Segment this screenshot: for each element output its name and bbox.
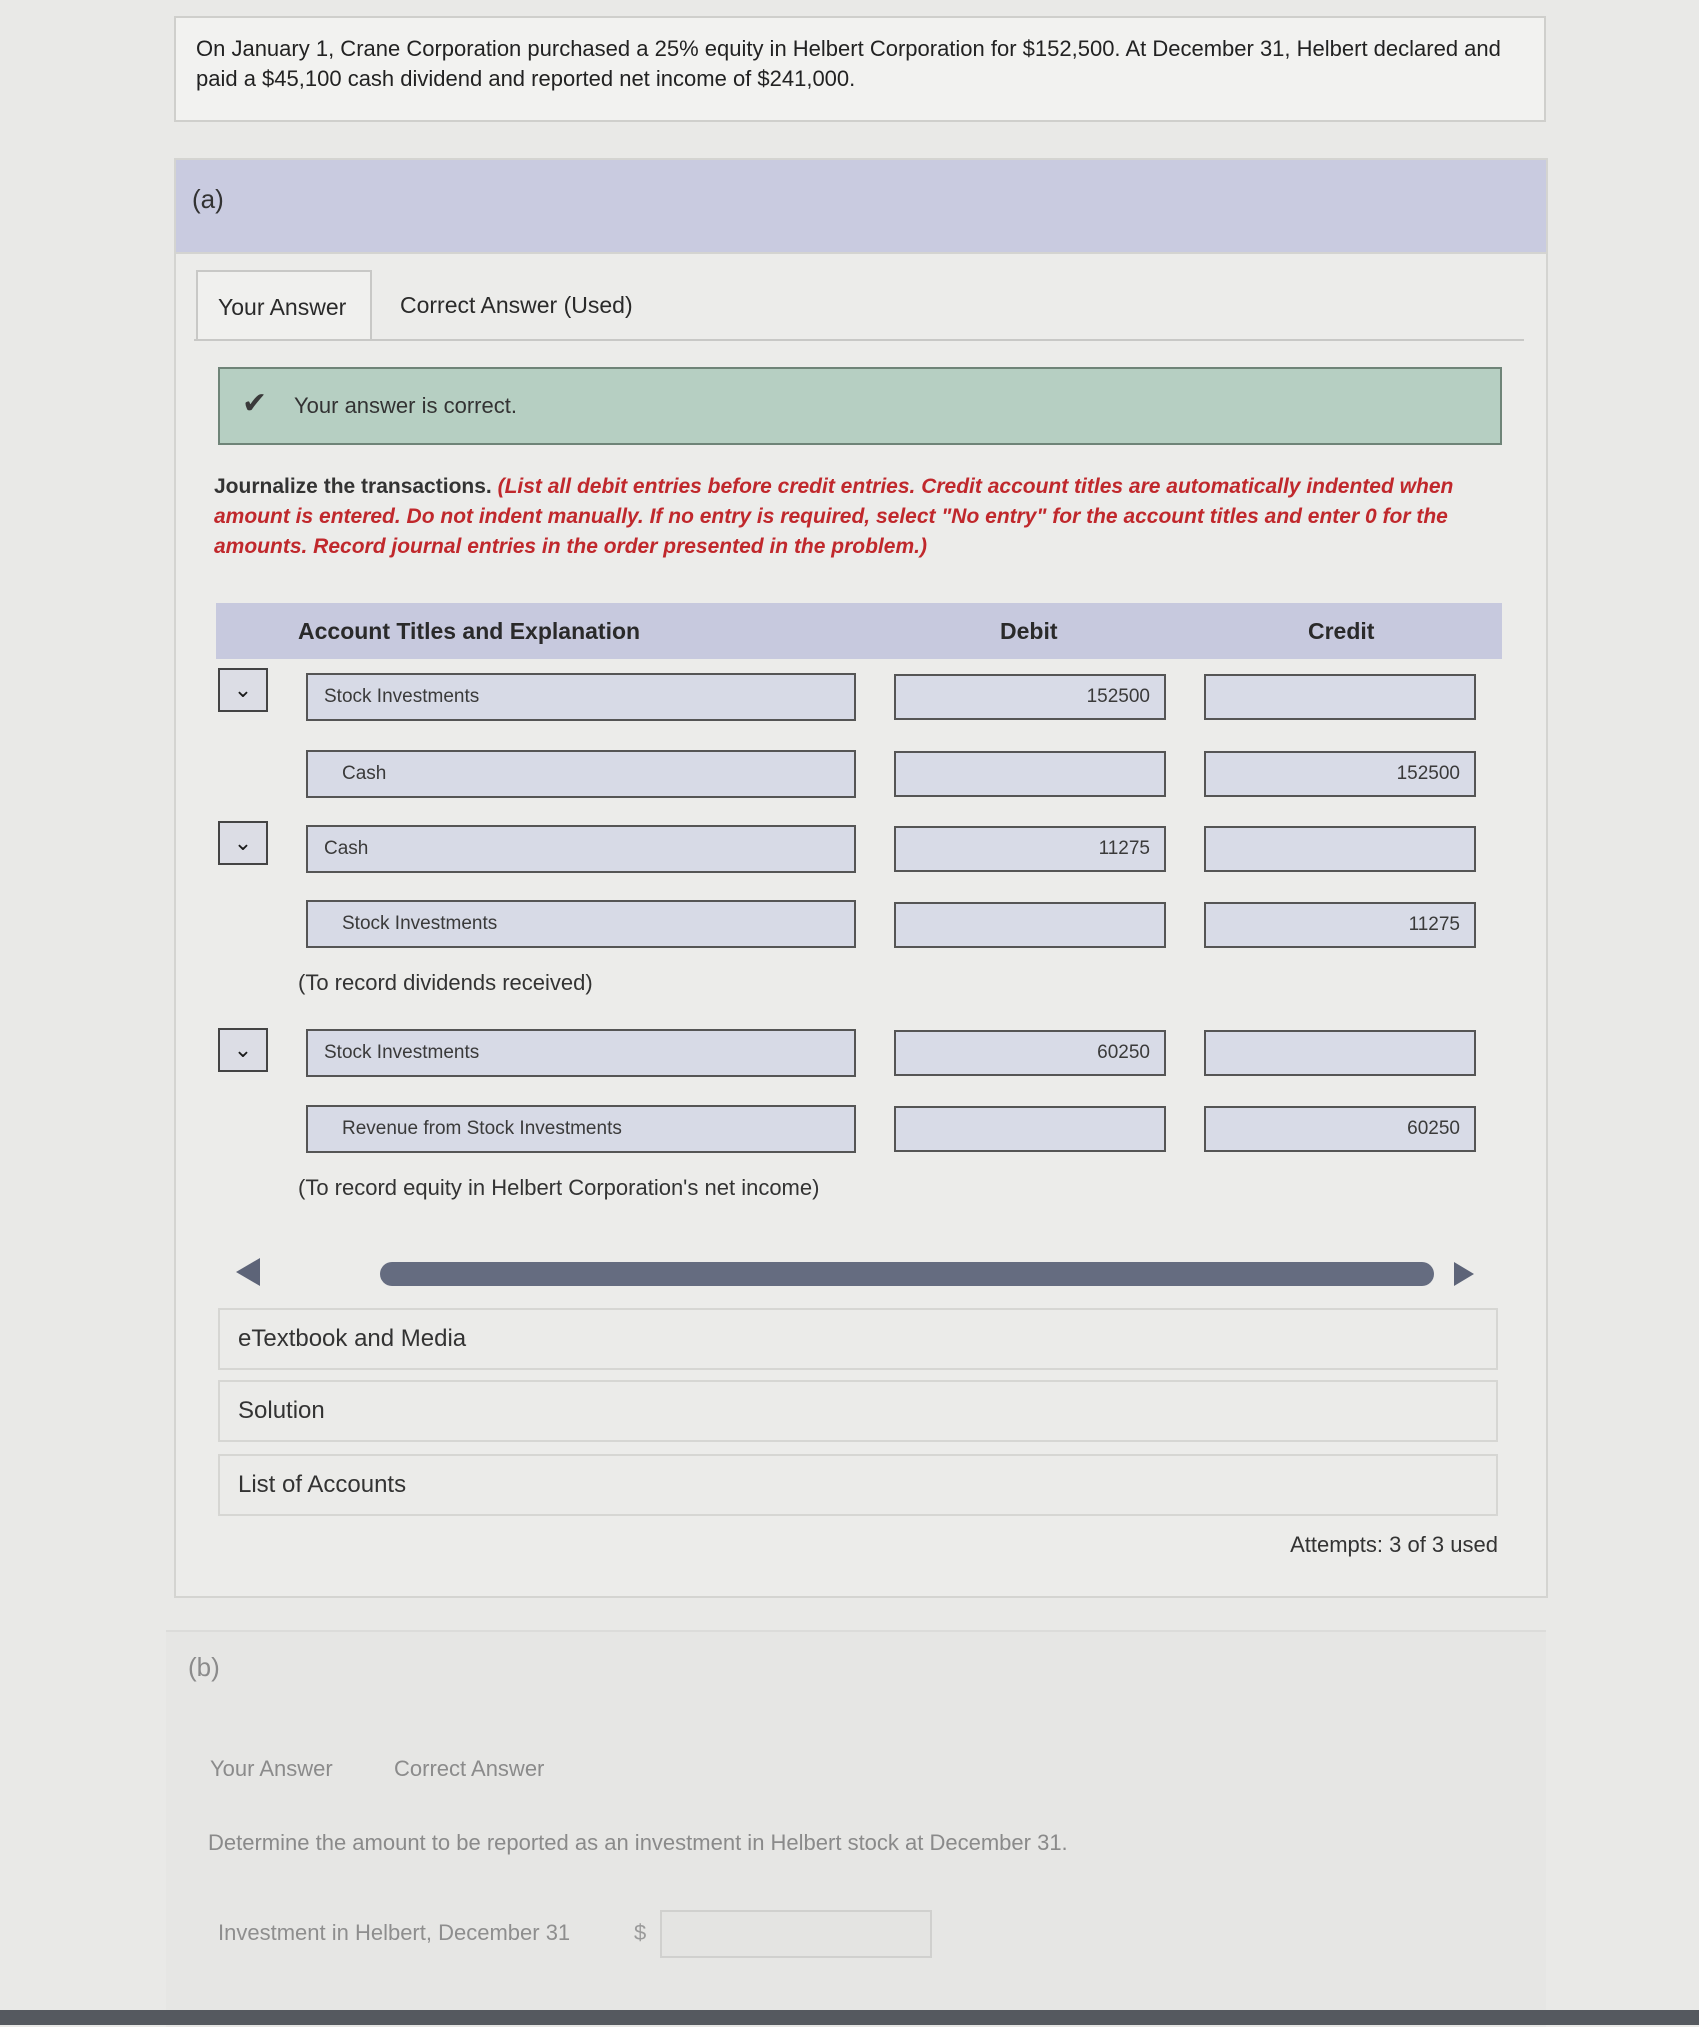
list-of-accounts-link[interactable]: List of Accounts bbox=[218, 1454, 1498, 1516]
header-debit: Debit bbox=[1000, 618, 1058, 644]
entry-row-1-account[interactable]: Stock Investments bbox=[306, 673, 856, 721]
part-b-tab-your-answer[interactable]: Your Answer bbox=[210, 1756, 333, 1781]
entry-row-2-credit[interactable]: 152500 bbox=[1204, 751, 1476, 797]
entry-row-1-credit[interactable] bbox=[1204, 674, 1476, 720]
entry-row-2-debit[interactable] bbox=[894, 751, 1166, 797]
scroll-left-arrow-icon[interactable] bbox=[236, 1258, 260, 1286]
etextbook-media-link[interactable]: eTextbook and Media bbox=[218, 1308, 1498, 1370]
entry-2-dropdown[interactable] bbox=[218, 821, 268, 865]
entry-row-3-debit[interactable]: 11275 bbox=[894, 826, 1166, 872]
entry-row-5-account[interactable]: Stock Investments bbox=[306, 1029, 856, 1077]
tab-correct-answer[interactable]: Correct Answer (Used) bbox=[400, 292, 633, 318]
entry-1-dropdown[interactable] bbox=[218, 668, 268, 712]
entry-row-3-credit[interactable] bbox=[1204, 826, 1476, 872]
currency-symbol: $ bbox=[634, 1920, 647, 1945]
screen-bottom-edge bbox=[0, 2010, 1699, 2025]
part-b-question: Determine the amount to be reported as an investment in Helbert stock at December 31. bbox=[208, 1830, 1068, 1855]
entry-row-1-debit[interactable]: 152500 bbox=[894, 674, 1166, 720]
entry-row-6-credit[interactable]: 60250 bbox=[1204, 1106, 1476, 1152]
horizontal-scrollbar[interactable] bbox=[380, 1262, 1434, 1286]
tab-your-answer[interactable]: Your Answer bbox=[196, 270, 372, 340]
solution-link[interactable]: Solution bbox=[218, 1380, 1498, 1442]
part-b-label: (b) bbox=[188, 1652, 220, 1682]
part-b-tab-correct-answer[interactable]: Correct Answer bbox=[394, 1756, 545, 1781]
entry-row-6-account[interactable]: Revenue from Stock Investments bbox=[306, 1105, 856, 1153]
entry-row-5-debit[interactable]: 60250 bbox=[894, 1030, 1166, 1076]
chevron-down-icon: ⌄ bbox=[233, 1037, 253, 1062]
problem-statement: On January 1, Crane Corporation purchased a 25% equity in Helbert Corporation for $152,500. At December 31, Helbert declared and paid a $45,100 cash dividend and reported net income of $241,000. bbox=[174, 16, 1546, 122]
entry-row-2-account[interactable]: Cash bbox=[306, 750, 856, 798]
entry-row-4-debit[interactable] bbox=[894, 902, 1166, 948]
checkmark-icon: ✔ bbox=[242, 387, 268, 420]
scroll-right-arrow-icon[interactable] bbox=[1454, 1262, 1474, 1286]
tabs-divider bbox=[194, 339, 1524, 341]
correct-answer-banner bbox=[218, 367, 1502, 445]
entry-row-6-debit[interactable] bbox=[894, 1106, 1166, 1152]
instructions-lead: Journalize the transactions. bbox=[214, 475, 492, 498]
investment-field-label: Investment in Helbert, December 31 bbox=[218, 1920, 571, 1945]
instructions-note: (List all debit entries before credit entries. Credit account titles are automatically indented when amount is entered. Do not indent manually. If no entry is required, select "No entry" for the account titles and enter 0 for the amounts. Record journal entries in the order presented in the problem.) bbox=[214, 475, 1454, 558]
investment-amount-input[interactable] bbox=[660, 1910, 932, 1958]
explanation-net-income: (To record equity in Helbert Corporation's net income) bbox=[298, 1175, 820, 1200]
explanation-dividends: (To record dividends received) bbox=[298, 970, 593, 995]
header-credit: Credit bbox=[1308, 618, 1375, 644]
part-b-panel bbox=[166, 1630, 1546, 2027]
chevron-down-icon: ⌄ bbox=[233, 677, 253, 702]
banner-text: Your answer is correct. bbox=[294, 393, 517, 418]
part-a-header bbox=[174, 158, 1548, 254]
entry-row-4-credit[interactable]: 11275 bbox=[1204, 902, 1476, 948]
entry-3-dropdown[interactable] bbox=[218, 1028, 268, 1072]
chevron-down-icon: ⌄ bbox=[233, 830, 253, 855]
entry-row-4-account[interactable]: Stock Investments bbox=[306, 900, 856, 948]
journal-table-header bbox=[216, 603, 1502, 659]
journal-instructions bbox=[214, 472, 1504, 562]
attempts-counter: Attempts: 3 of 3 used bbox=[1290, 1532, 1498, 1557]
part-a-label: (a) bbox=[192, 184, 224, 214]
header-account: Account Titles and Explanation bbox=[298, 618, 641, 644]
entry-row-5-credit[interactable] bbox=[1204, 1030, 1476, 1076]
entry-row-3-account[interactable]: Cash bbox=[306, 825, 856, 873]
